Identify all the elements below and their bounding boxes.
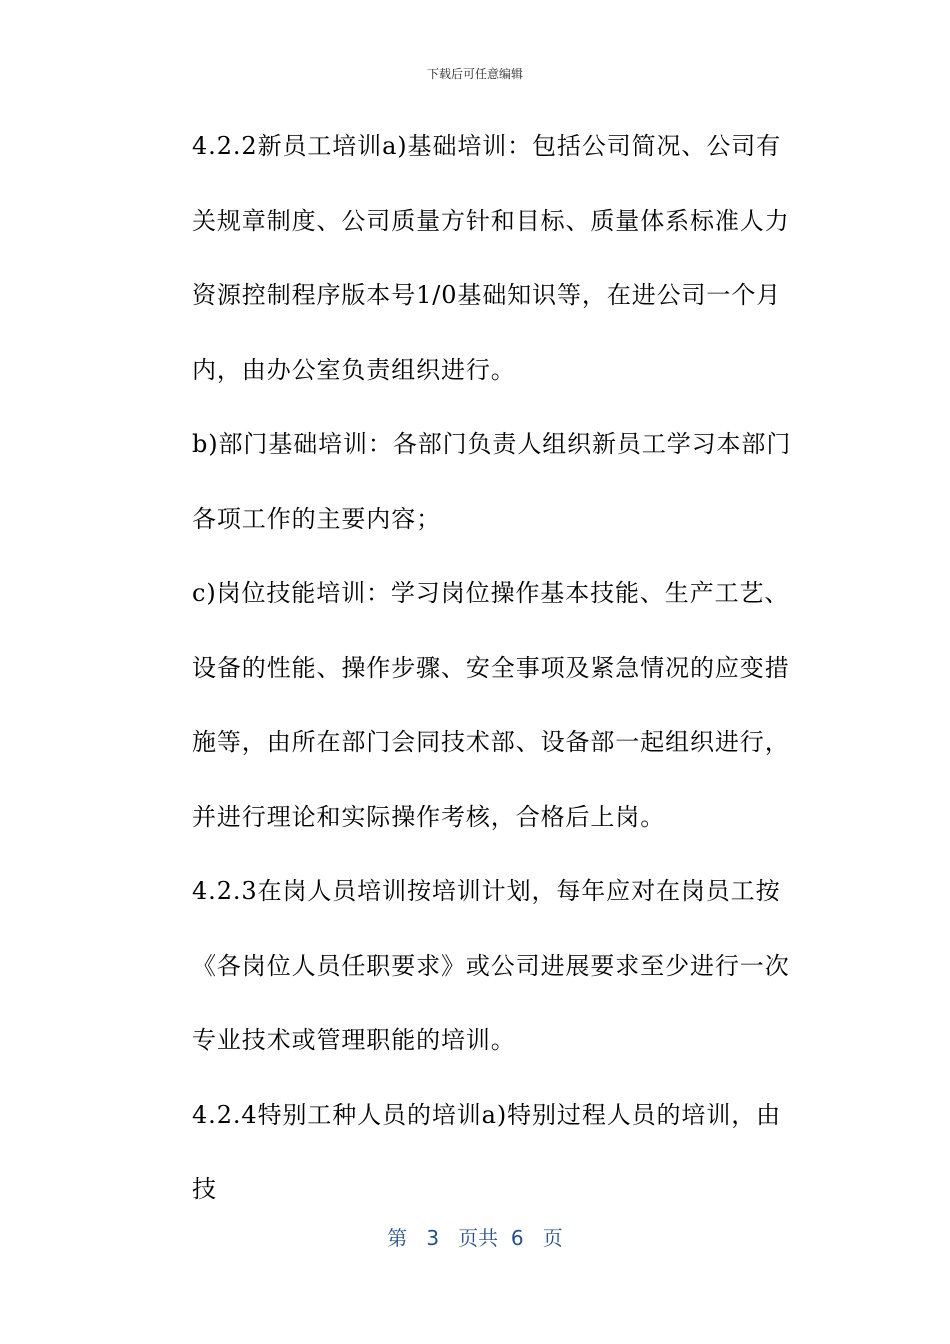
page-header	[0, 66, 950, 82]
paragraph-department-training: b)部门基础培训：各部门负责人组织新员工学习本部门各项工作的主要内容；	[192, 430, 792, 533]
paragraph-onduty-training: 4.2.3在岗人员培训按培训计划，每年应对在岗员工按《各岗位人员任职要求》或公司进展要求至少进行一次专业技术或管理职能的培训。	[192, 877, 790, 1054]
document-body	[145, 109, 793, 1227]
paragraph-new-employee-training: 4.2.2新员工培训a)基础培训：包括公司简况、公司有关规章制度、公司质量方针和目标、质量体系标准人力资源控制程序版本号1/0基础知识等，在进公司一个月内，由办公室负责组织进行。	[192, 132, 790, 384]
paragraph-special-training: 4.2.4特别工种人员的培训a)特别过程人员的培训，由技	[192, 1100, 782, 1203]
header-text: 下载后可任意编辑	[426, 67, 523, 81]
footer-middle: 页共	[458, 1226, 499, 1250]
footer-current-page: 3	[426, 1226, 440, 1250]
footer-suffix: 页	[542, 1226, 563, 1250]
paragraph-skill-training: c)岗位技能培训：学习岗位操作基本技能、生产工艺、设备的性能、操作步骤、安全事项及紧急情况的应变措施等，由所在部门会同技术部、设备部一起组织进行，并进行理论和实际操作考核，合格后上岗。	[192, 579, 790, 831]
page-footer	[0, 1224, 950, 1252]
footer-total-pages: 6	[510, 1226, 524, 1250]
footer-prefix: 第	[387, 1226, 408, 1250]
